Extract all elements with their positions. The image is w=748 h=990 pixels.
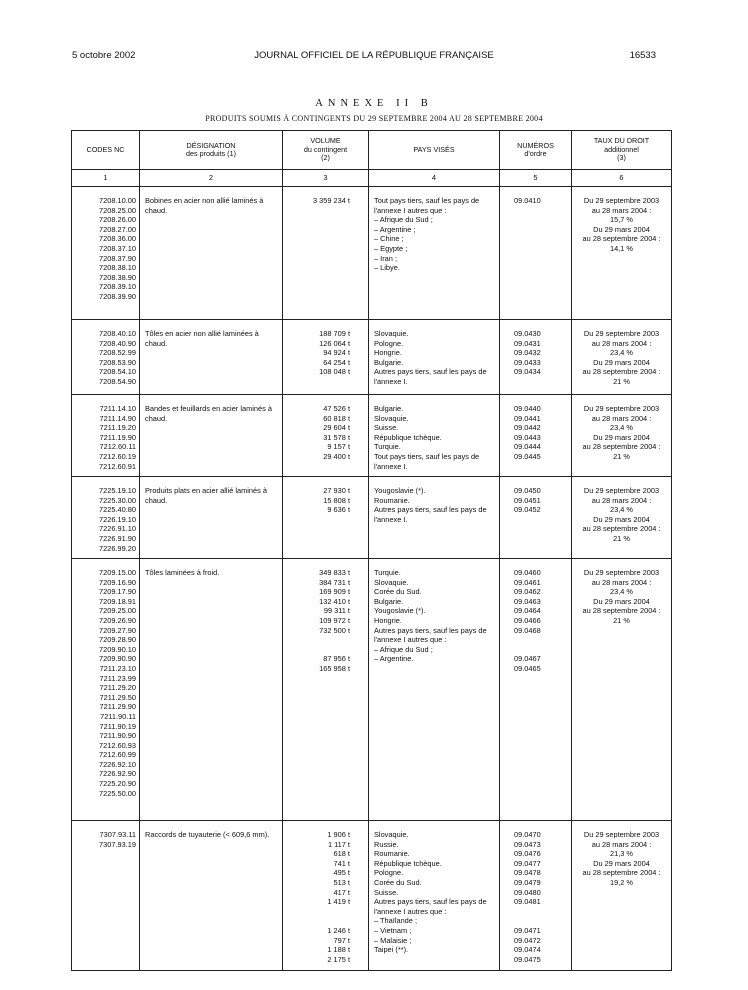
journal-title: JOURNAL OFFICIEL DE LA RÉPUBLIQUE FRANÇAISE — [254, 50, 494, 61]
annex-subtitle: PRODUITS SOUMIS À CONTINGENTS DU 29 SEPTEMBRE 2004 AU 28 SEPTEMBRE 2004 — [205, 114, 543, 123]
column-number: 6 — [572, 170, 672, 187]
cell-numeros: 09.0430 09.0431 09.0432 09.0433 09.0434 — [500, 320, 572, 395]
cell-numeros: 09.0470 09.0473 09.0476 09.0477 09.0478 09.0479 09.0480 09.0481 09.0471 09.0472 09.0474 09.0475 — [500, 821, 572, 971]
table-row — [72, 559, 672, 821]
cell-numeros: 09.0440 09.0441 09.0442 09.0443 09.0444 09.0445 — [500, 395, 572, 477]
column-header-volume: VOLUME du contingent (2) — [283, 131, 369, 170]
column-number: 4 — [369, 170, 500, 187]
cell-numeros: 09.0450 09.0451 09.0452 — [500, 477, 572, 559]
cell-designation: Bandes et feuillards en acier laminés à chaud. — [140, 395, 283, 477]
cell-designation: Raccords de tuyauterie (< 609,6 mm). — [140, 821, 283, 971]
table-row — [72, 395, 672, 477]
cell-volume: 349 833 t 384 731 t 169 909 t 132 410 t 99 311 t 109 972 t 732 500 t 87 956 t 165 958 t — [283, 559, 369, 821]
cell-volume: 27 930 t 15 808 t 9 636 t — [283, 477, 369, 559]
cell-volume: 3 359 234 t — [283, 187, 369, 320]
cell-volume: 188 709 t 126 064 t 94 924 t 64 254 t 108 048 t — [283, 320, 369, 395]
column-header-numeros: NUMÉROS d'ordre — [500, 131, 572, 170]
cell-volume: 1 906 t 1 117 t 618 t 741 t 495 t 513 t 417 t 1 419 t 1 246 t 797 t 1 188 t 2 175 t — [283, 821, 369, 971]
cell-codes: 7208.40.10 7208.40.90 7208.52.99 7208.53.90 7208.54.10 7208.54.90 — [72, 320, 140, 395]
cell-taux: Du 29 septembre 2003 au 28 mars 2004 : 23,4 % Du 29 mars 2004 au 28 septembre 2004 : 21 % — [572, 477, 672, 559]
cell-taux: Du 29 septembre 2003 au 28 mars 2004 : 15,7 % Du 29 mars 2004 au 28 septembre 2004 : 14,1 % — [572, 187, 672, 320]
cell-pays: Yougoslavie (*). Roumanie. Autres pays tiers, sauf les pays de l'annexe I. — [369, 477, 500, 559]
cell-designation: Tôles en acier non allié laminées à chaud. — [140, 320, 283, 395]
annex-title: ANNEXE II B — [315, 98, 433, 109]
cell-pays: Turquie. Slovaquie. Corée du Sud. Bulgarie. Yougoslavie (*). Hongrie. Autres pays tiers, sauf les pays de l'annexe I autres que : – Afrique du Sud ; – Argentine. — [369, 559, 500, 821]
column-header-pays: PAYS VISÉS — [369, 131, 500, 170]
cell-codes: 7211.14.10 7211.14.90 7211.19.20 7211.19.90 7212.60.11 7212.60.19 7212.60.91 — [72, 395, 140, 477]
cell-codes: 7225.19.10 7225.30.00 7225.40.80 7226.19.10 7226.91.10 7226.91.90 7226.99.20 — [72, 477, 140, 559]
column-header-designation: DÉSIGNATION des produits (1) — [140, 131, 283, 170]
cell-numeros: 09.0460 09.0461 09.0462 09.0463 09.0464 09.0466 09.0468 09.0467 09.0465 — [500, 559, 572, 821]
cell-taux: Du 29 septembre 2003 au 28 mars 2004 : 21,3 % Du 29 mars 2004 au 28 septembre 2004 : 19,2 % — [572, 821, 672, 971]
column-number: 3 — [283, 170, 369, 187]
table-row — [72, 477, 672, 559]
table-row — [72, 187, 672, 320]
cell-taux: Du 29 septembre 2003 au 28 mars 2004 : 23,4 % Du 29 mars 2004 au 28 septembre 2004 : 21 % — [572, 559, 672, 821]
cell-pays: Slovaquie. Russie. Roumanie. République tchèque. Pologne. Corée du Sud. Suisse. Autres pays tiers, sauf les pays de l'annexe I autres que : – Thaïlande ; – Vietnam ; – Malaisie ; Taipei (**). — [369, 821, 500, 971]
page-number: 16533 — [629, 50, 656, 61]
quota-table — [71, 130, 672, 971]
column-header-codes: CODES NC — [72, 131, 140, 170]
cell-codes: 7307.93.11 7307.93.19 — [72, 821, 140, 971]
column-number: 5 — [500, 170, 572, 187]
table-row — [72, 320, 672, 395]
table-header-row — [72, 131, 672, 170]
table-row — [72, 821, 672, 971]
column-number-row — [72, 170, 672, 187]
cell-codes: 7209.15.00 7209.16.90 7209.17.90 7209.18.91 7209.25.00 7209.26.90 7209.27.90 7209.28.90 7209.90.10 7209.90.90 7211.23.10 7211.23.99 7211.29.20 7211.29.50 7211.29.90 7211.90.11 7211.90.19 7211.90.90 7212.60.93 7212.60.99 7226.92.10 7226.92.90 7225.20.90 7225.50.00 — [72, 559, 140, 821]
cell-designation: Tôles laminées à froid. — [140, 559, 283, 821]
column-number: 1 — [72, 170, 140, 187]
cell-taux: Du 29 septembre 2003 au 28 mars 2004 : 23,4 % Du 29 mars 2004 au 28 septembre 2004 : 21 % — [572, 320, 672, 395]
cell-designation: Produits plats en acier allié laminés à chaud. — [140, 477, 283, 559]
cell-pays: Bulgarie. Slovaquie. Suisse. République tchèque. Turquie. Tout pays tiers, sauf les pays de l'annexe I. — [369, 395, 500, 477]
column-header-taux: TAUX DU DROIT additionnel (3) — [572, 131, 672, 170]
cell-taux: Du 29 septembre 2003 au 28 mars 2004 : 23,4 % Du 29 mars 2004 au 28 septembre 2004 : 21 % — [572, 395, 672, 477]
cell-codes: 7208.10.00 7208.25.00 7208.26.00 7208.27.00 7208.36.00 7208.37.10 7208.37.90 7208.38.10 7208.38.90 7208.39.10 7208.39.90 — [72, 187, 140, 320]
cell-pays: Slovaquie. Pologne. Hongrie. Bulgarie. Autres pays tiers, sauf les pays de l'annexe I. — [369, 320, 500, 395]
cell-designation: Bobines en acier non allié laminés à chaud. — [140, 187, 283, 320]
column-number: 2 — [140, 170, 283, 187]
cell-volume: 47 526 t 60 818 t 29 604 t 31 578 t 9 157 t 29 400 t — [283, 395, 369, 477]
header-date: 5 octobre 2002 — [72, 50, 136, 61]
cell-numeros: 09.0410 — [500, 187, 572, 320]
cell-pays: Tout pays tiers, sauf les pays de l'annexe I autres que : – Afrique du Sud ; – Argentine ; – Chine ; – Egypte ; – Iran ; – Libye. — [369, 187, 500, 320]
